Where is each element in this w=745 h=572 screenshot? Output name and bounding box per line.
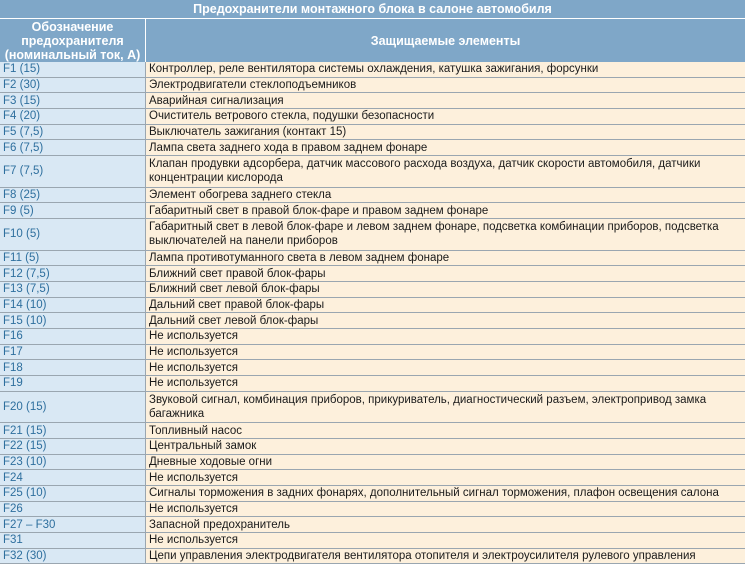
protected-elements: Дневные ходовые огни (149, 455, 273, 468)
fuse-designation: F27 – F30 (0, 517, 146, 532)
table-row (0, 93, 745, 109)
table-row (0, 423, 745, 439)
protected-elements: Контроллер, реле вентилятора системы охлаждения, катушка зажигания, форсунки (149, 63, 599, 76)
fuse-designation: F14 (10) (0, 298, 146, 313)
fuse-designation: F7 (7,5) (0, 156, 146, 187)
fuse-designation: F5 (7,5) (0, 125, 146, 140)
protected-elements: Аварийная сигнализация (149, 94, 284, 107)
table-row (0, 140, 745, 156)
table-row (0, 313, 745, 329)
header-protected: Защищаемые элементы (370, 33, 521, 48)
protected-elements: Ближний свет правой блок-фары (149, 267, 326, 280)
table-row (0, 486, 745, 502)
table-row (0, 125, 745, 141)
protected-elements: Выключатель зажигания (контакт 15) (149, 126, 347, 139)
fuse-designation: F22 (15) (0, 439, 146, 454)
protected-elements: Дальний свет правой блок-фары (149, 298, 325, 311)
fuse-designation: F16 (0, 329, 146, 344)
fuse-designation: F25 (10) (0, 486, 146, 501)
protected-elements: Не используется (149, 502, 239, 515)
fuse-designation: F3 (15) (0, 93, 146, 108)
table-row (0, 470, 745, 486)
protected-elements: Не используется (149, 377, 239, 390)
fuse-designation: F23 (10) (0, 455, 146, 470)
protected-elements: Электродвигатели стеклоподъемников (149, 79, 357, 92)
table-row (0, 282, 745, 298)
fuse-designation: F10 (5) (0, 219, 146, 250)
table-row (0, 392, 745, 424)
header-designation: Обозначение предохранителя (номинальный ток, А) (0, 19, 146, 62)
table-row (0, 251, 745, 267)
fuse-designation: F15 (10) (0, 313, 146, 328)
fuse-designation: F8 (25) (0, 188, 146, 203)
protected-elements: Лампа противотуманного света в левом заднем фонаре (149, 251, 450, 264)
table-row (0, 455, 745, 471)
fuse-designation: F24 (0, 470, 146, 485)
fuse-designation: F26 (0, 502, 146, 517)
table-row (0, 78, 745, 94)
table-row (0, 345, 745, 361)
fuse-designation: F19 (0, 376, 146, 391)
protected-elements: Ближний свет левой блок-фары (149, 283, 320, 296)
protected-elements: Клапан продувки адсорбера, датчик массового расхода воздуха, датчик скорости автомобиля, датчики концентрации кислорода (149, 158, 701, 185)
table-row (0, 109, 745, 125)
protected-elements: Звуковой сигнал, комбинация приборов, прикуриватель, диагностический разъем, электропривод замка багажника (149, 393, 707, 420)
table-row (0, 376, 745, 392)
fuse-designation: F31 (0, 533, 146, 548)
fuse-designation: F2 (30) (0, 78, 146, 93)
table-row (0, 360, 745, 376)
protected-elements: Элемент обогрева заднего стекла (149, 188, 332, 201)
table-row (0, 439, 745, 455)
table-row (0, 266, 745, 282)
table-row (0, 298, 745, 314)
fuse-designation: F13 (7,5) (0, 282, 146, 297)
fuse-designation: F12 (7,5) (0, 266, 146, 281)
fuse-designation: F1 (15) (0, 62, 146, 77)
protected-elements: Очиститель ветрового стекла, подушки безопасности (149, 110, 435, 123)
table-row (0, 203, 745, 219)
table-row (0, 533, 745, 549)
table-row (0, 502, 745, 518)
fuse-designation: F11 (5) (0, 251, 146, 266)
fuse-designation: F20 (15) (0, 392, 146, 423)
protected-elements: Не используется (149, 330, 239, 343)
table-row (0, 517, 745, 533)
protected-elements: Лампа света заднего хода в правом заднем фонаре (149, 141, 428, 154)
fuse-designation: F4 (20) (0, 109, 146, 124)
protected-elements: Центральный замок (149, 440, 257, 453)
protected-elements: Сигналы торможения в задних фонарях, дополнительный сигнал торможения, плафон освещения салона (149, 487, 719, 500)
table-row (0, 329, 745, 345)
protected-elements: Дальний свет левой блок-фары (149, 314, 319, 327)
fuse-designation: F6 (7,5) (0, 140, 146, 155)
fuse-designation: F21 (15) (0, 423, 146, 438)
protected-elements: Топливный насос (149, 424, 242, 437)
protected-elements: Габаритный свет в правой блок-фаре и правом заднем фонаре (149, 204, 489, 217)
table-row (0, 549, 745, 565)
protected-elements: Не используется (149, 471, 239, 484)
table-row (0, 62, 745, 78)
table-header (0, 19, 745, 63)
fuse-designation: F9 (5) (0, 203, 146, 218)
protected-elements: Не используется (149, 345, 239, 358)
table-body (0, 62, 745, 564)
table-row (0, 188, 745, 204)
protected-elements: Не используется (149, 534, 239, 547)
protected-elements: Цепи управления электродвигателя вентилятора отопителя и электроусилителя рулевого управления (149, 550, 696, 563)
table-row (0, 156, 745, 188)
protected-elements: Габаритный свет в левой блок-фаре и левом заднем фонаре, подсветка комбинации приборов, подсветка выключателей на панели приборов (149, 221, 719, 248)
fuse-designation: F32 (30) (0, 549, 146, 564)
protected-elements: Запасной предохранитель (149, 518, 290, 531)
fuse-designation: F17 (0, 345, 146, 360)
table-title: Предохранители монтажного блока в салоне автомобиля (0, 0, 745, 19)
fuse-designation: F18 (0, 360, 146, 375)
protected-elements: Не используется (149, 361, 239, 374)
table-row (0, 219, 745, 251)
